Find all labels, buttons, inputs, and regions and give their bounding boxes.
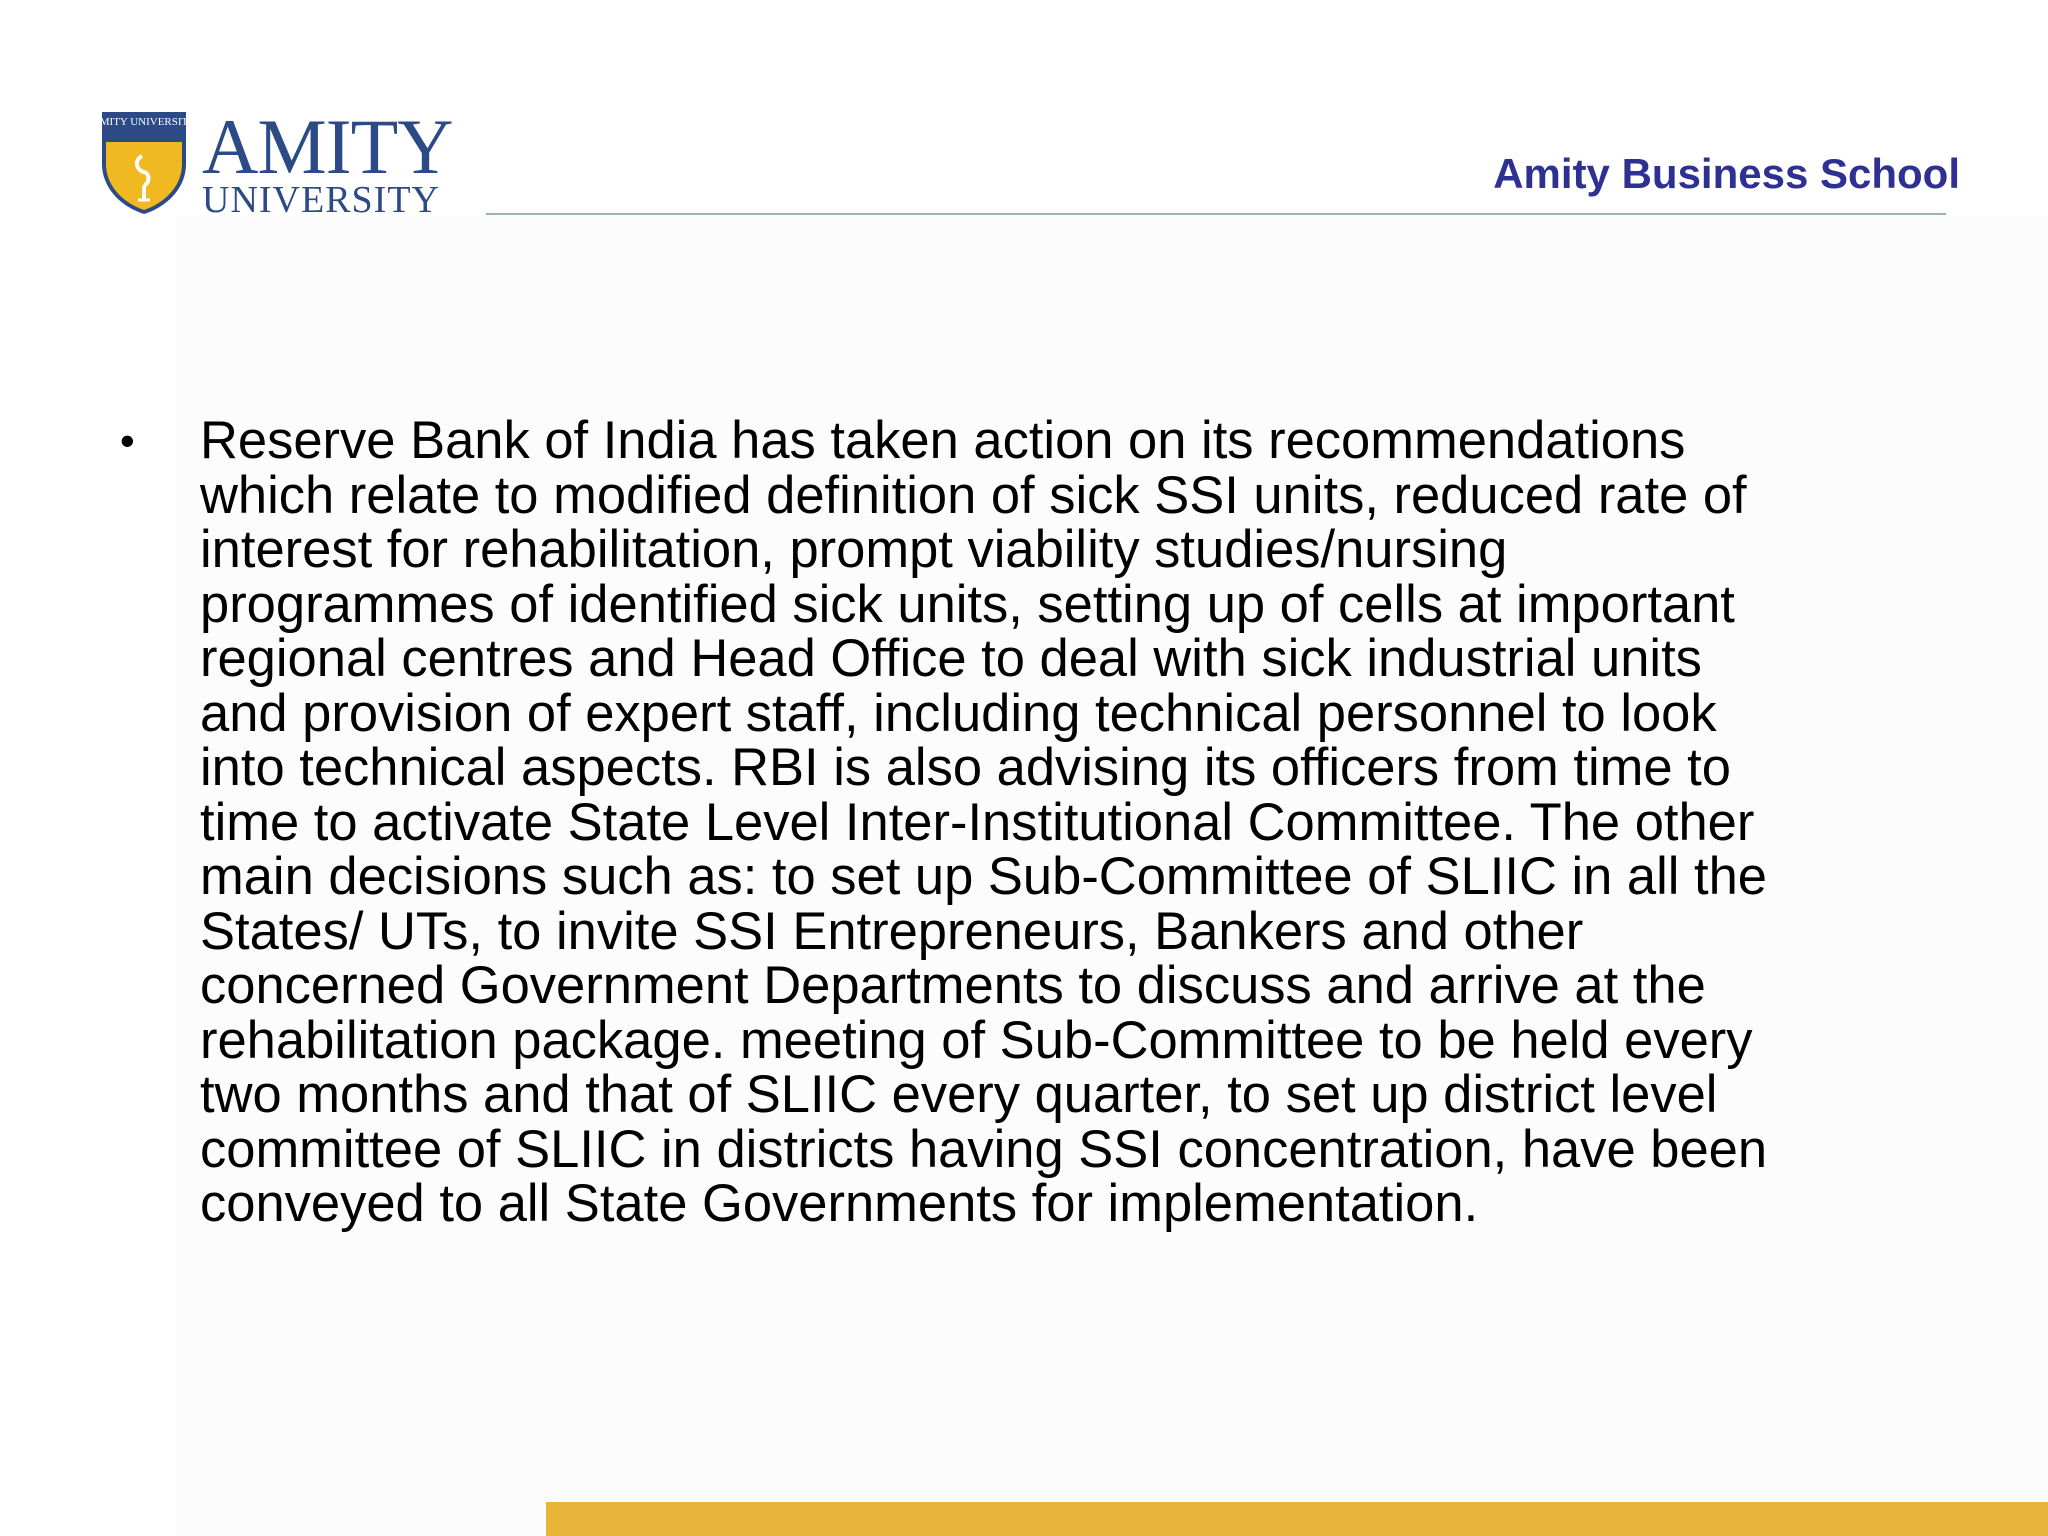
amity-university-logo (91, 103, 453, 221)
logo-wordmark: AMITY (202, 103, 453, 190)
bullet-paragraph: Reserve Bank of India has taken action on its recommendations which relate to modified definition of sick SSI units, reduced rate of interest for rehabilitation, prompt viability studies/nursing programmes of identified sick units, setting up of cells at important regional centres and Head Office to deal with sick industrial units and provision of expert staff, including technical personnel to look into technical aspects. RBI is also advising its officers from time to time to activate State Level Inter-Institutional Committee. The other main decisions such as: to set up Sub-Committee of SLIIC in all the States/ UTs, to invite SSI Entrepreneurs, Bankers and other concerned Government Departments to discuss and arrive at the rehabilitation package. meeting of Sub-Committee to be held every two months and that of SLIIC every quarter, to set up district level committee of SLIIC in districts having SSI concentration, have been conveyed to all State Governments for implementation. (200, 411, 1768, 1233)
slide-content (120, 411, 1920, 1233)
amity-shield-logo-icon (91, 108, 197, 216)
footer-accent-bar (546, 1502, 2048, 1536)
logo-subtitle: UNIVERSITY (202, 179, 440, 221)
bullet-marker: • (120, 417, 135, 464)
shield-text: AMITY UNIVERSITY (91, 116, 197, 128)
header-divider (486, 213, 1946, 215)
school-title: Amity Business School (1493, 150, 1960, 197)
